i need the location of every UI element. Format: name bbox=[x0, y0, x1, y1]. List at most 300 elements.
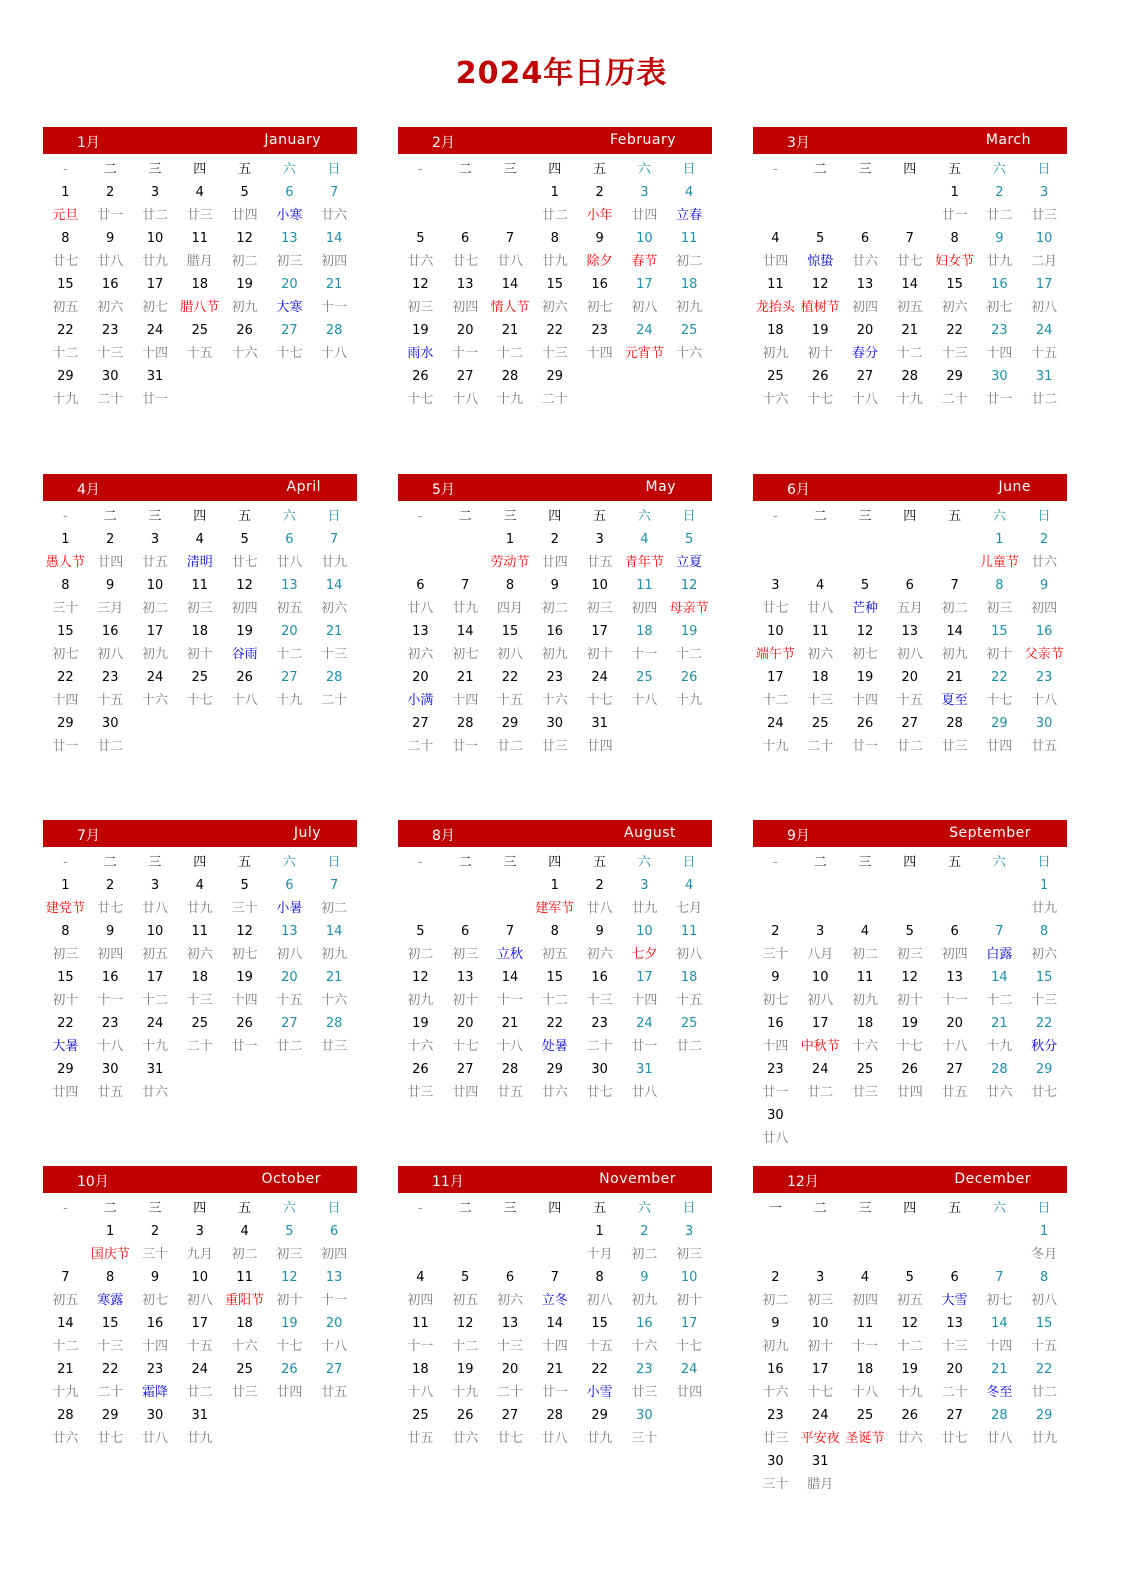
lunar-date: 二十 bbox=[941, 392, 968, 407]
day-number: 11 bbox=[191, 924, 209, 939]
day-number: 21 bbox=[501, 1016, 519, 1031]
empty-cell bbox=[222, 365, 267, 388]
day-number: 4 bbox=[416, 1270, 425, 1285]
day-number: 20 bbox=[901, 670, 919, 685]
lunar-date: 元宵节 bbox=[624, 346, 664, 361]
month-12 bbox=[753, 1166, 1067, 1496]
day-number: 16 bbox=[101, 277, 119, 292]
day-number: 15 bbox=[946, 277, 963, 292]
lunar-date: 初八 bbox=[1031, 300, 1058, 315]
day-number: 11 bbox=[191, 578, 209, 593]
month-name-en: March bbox=[985, 132, 1031, 148]
day-number: 13 bbox=[412, 624, 429, 639]
lunar-date: 廿八 bbox=[586, 901, 613, 916]
day-number: 8 bbox=[550, 231, 559, 246]
empty-cell bbox=[887, 1450, 932, 1473]
day-number: 8 bbox=[595, 1270, 604, 1285]
day-number: 25 bbox=[680, 1016, 698, 1031]
empty-cell bbox=[667, 388, 712, 411]
lunar-date: 廿九 bbox=[141, 254, 168, 269]
weekday-label: - bbox=[63, 509, 68, 524]
lunar-date: 十四 bbox=[141, 346, 168, 361]
weekday-label: 六 bbox=[637, 1201, 651, 1216]
month-name-en: June bbox=[998, 479, 1031, 495]
day-number: 5 bbox=[285, 1224, 294, 1239]
empty-cell bbox=[667, 1427, 712, 1450]
empty-cell bbox=[843, 204, 888, 227]
lunar-date: 初五 bbox=[541, 947, 568, 962]
day-number: 7 bbox=[330, 532, 339, 547]
day-number: 7 bbox=[330, 878, 339, 893]
empty-cell bbox=[312, 735, 357, 758]
day-number: 17 bbox=[811, 1016, 829, 1031]
lunar-date: 初二 bbox=[541, 601, 568, 616]
lunar-date: 三十 bbox=[762, 947, 789, 962]
lunar-date: 十九 bbox=[452, 1385, 479, 1400]
lunar-date: 廿九 bbox=[631, 901, 658, 916]
empty-cell bbox=[177, 1081, 222, 1104]
day-number: 16 bbox=[767, 1016, 784, 1031]
lunar-date: 七夕 bbox=[631, 947, 658, 962]
lunar-date: 十二 bbox=[452, 1339, 479, 1354]
lunar-date: 初四 bbox=[407, 1293, 434, 1308]
day-number: 13 bbox=[456, 970, 474, 985]
day-number: 15 bbox=[101, 1316, 119, 1331]
lunar-date: 十四 bbox=[52, 693, 79, 708]
lunar-date: 廿一 bbox=[986, 392, 1013, 407]
day-number: 25 bbox=[191, 670, 209, 685]
weekday-label: 日 bbox=[1037, 855, 1051, 870]
day-number: 6 bbox=[860, 231, 870, 246]
lunar-date: 中秋节 bbox=[800, 1039, 840, 1054]
day-number: 16 bbox=[1035, 624, 1053, 639]
day-number: 12 bbox=[680, 578, 698, 593]
lunar-date: 初八 bbox=[896, 647, 923, 662]
lunar-date: 霜降 bbox=[141, 1385, 168, 1400]
day-number: 20 bbox=[456, 1016, 474, 1031]
day-number: 22 bbox=[101, 1362, 119, 1377]
weekday-label: 日 bbox=[682, 1201, 696, 1216]
day-number: 7 bbox=[61, 1270, 70, 1285]
day-number: 18 bbox=[191, 624, 209, 639]
month-days-grid bbox=[398, 158, 712, 411]
empty-cell bbox=[312, 1081, 357, 1104]
day-number: 31 bbox=[636, 1062, 653, 1077]
day-number: 16 bbox=[546, 624, 564, 639]
day-number: 17 bbox=[191, 1316, 209, 1331]
empty-cell bbox=[977, 1450, 1022, 1473]
lunar-date: 十八 bbox=[631, 693, 658, 708]
day-number: 30 bbox=[767, 1108, 784, 1123]
lunar-date: 初四 bbox=[231, 601, 258, 616]
day-number: 7 bbox=[505, 924, 515, 939]
weekday-label: 日 bbox=[682, 855, 696, 870]
day-number: 2 bbox=[150, 1224, 160, 1239]
day-number: 28 bbox=[546, 1408, 564, 1423]
lunar-date: 廿二 bbox=[97, 739, 124, 754]
day-number: 1 bbox=[1040, 878, 1049, 893]
weekday-label: - bbox=[63, 162, 68, 177]
day-number: 31 bbox=[591, 716, 608, 731]
month-header bbox=[398, 474, 712, 501]
lunar-date: 初十 bbox=[807, 1339, 834, 1354]
empty-cell bbox=[577, 388, 622, 411]
day-number: 17 bbox=[146, 970, 164, 985]
month-6 bbox=[753, 474, 1067, 758]
empty-cell bbox=[1022, 1450, 1067, 1473]
empty-cell bbox=[887, 528, 932, 551]
lunar-date: 初二 bbox=[407, 947, 434, 962]
empty-cell bbox=[932, 897, 977, 920]
day-number: 1 bbox=[995, 532, 1004, 547]
lunar-date: 初四 bbox=[321, 254, 348, 269]
lunar-date: 立秋 bbox=[496, 947, 523, 962]
lunar-date: 十二 bbox=[896, 1339, 923, 1354]
lunar-date: 十五 bbox=[97, 693, 124, 708]
empty-cell bbox=[267, 735, 312, 758]
weekday-label: 五 bbox=[593, 162, 607, 177]
empty-cell bbox=[798, 1104, 843, 1127]
empty-cell bbox=[312, 1404, 357, 1427]
lunar-date: 十四 bbox=[541, 1339, 568, 1354]
lunar-date: 廿一 bbox=[851, 739, 878, 754]
lunar-date: 十一 bbox=[321, 300, 348, 315]
empty-cell bbox=[932, 1243, 977, 1266]
lunar-date: 廿五 bbox=[1031, 739, 1058, 754]
lunar-date: 初三 bbox=[407, 300, 434, 315]
day-number: 5 bbox=[905, 1270, 914, 1285]
day-number: 14 bbox=[501, 277, 519, 292]
day-number: 18 bbox=[856, 1016, 874, 1031]
lunar-date: 廿七 bbox=[231, 555, 258, 570]
empty-cell bbox=[932, 1450, 977, 1473]
day-number: 4 bbox=[685, 878, 694, 893]
day-number: 9 bbox=[640, 1270, 649, 1285]
day-number: 2 bbox=[595, 185, 604, 200]
day-number: 2 bbox=[771, 1270, 780, 1285]
empty-cell bbox=[887, 1243, 932, 1266]
day-number: 11 bbox=[856, 970, 874, 985]
lunar-date: 廿五 bbox=[941, 1085, 968, 1100]
day-number: 14 bbox=[325, 924, 343, 939]
day-number: 1 bbox=[61, 532, 70, 547]
empty-cell bbox=[843, 1127, 888, 1150]
weekday-label: 四 bbox=[903, 509, 917, 524]
lunar-date: 二十 bbox=[541, 392, 568, 407]
month-days-grid bbox=[398, 851, 712, 1104]
empty-cell bbox=[532, 1220, 577, 1243]
day-number: 4 bbox=[685, 185, 694, 200]
lunar-date: 十六 bbox=[676, 346, 703, 361]
day-number: 16 bbox=[101, 624, 119, 639]
empty-cell bbox=[398, 1220, 443, 1243]
day-number: 30 bbox=[101, 1062, 119, 1077]
day-number: 8 bbox=[61, 578, 70, 593]
empty-cell bbox=[932, 551, 977, 574]
day-number: 30 bbox=[546, 716, 564, 731]
page-title: 2024年日历表 bbox=[455, 56, 668, 91]
day-number: 22 bbox=[57, 670, 74, 685]
day-number: 16 bbox=[636, 1316, 653, 1331]
empty-cell bbox=[443, 204, 488, 227]
weekday-label: 六 bbox=[637, 509, 651, 524]
lunar-date: 廿九 bbox=[541, 254, 568, 269]
month-header bbox=[43, 474, 357, 501]
day-number: 15 bbox=[501, 624, 519, 639]
lunar-date: 廿六 bbox=[1031, 555, 1058, 570]
day-number: 6 bbox=[461, 924, 470, 939]
weekday-label: 四 bbox=[903, 855, 917, 870]
empty-cell bbox=[977, 1473, 1022, 1496]
lunar-date: 十七 bbox=[276, 346, 303, 361]
weekday-label: 六 bbox=[282, 162, 296, 177]
day-number: 7 bbox=[995, 924, 1004, 939]
empty-cell bbox=[177, 388, 222, 411]
lunar-date: 廿七 bbox=[586, 1085, 613, 1100]
lunar-date: 廿六 bbox=[851, 254, 878, 269]
weekday-label: - bbox=[418, 162, 423, 177]
empty-cell bbox=[843, 1104, 888, 1127]
weekday-label: 二 bbox=[458, 855, 472, 870]
lunar-date: 廿三 bbox=[321, 1039, 348, 1054]
day-number: 19 bbox=[236, 624, 253, 639]
lunar-date: 廿五 bbox=[321, 1385, 348, 1400]
day-number: 28 bbox=[456, 716, 474, 731]
day-number: 27 bbox=[281, 323, 298, 338]
day-number: 23 bbox=[767, 1408, 784, 1423]
day-number: 23 bbox=[101, 323, 119, 338]
weekday-label: 二 bbox=[813, 1201, 827, 1216]
empty-cell bbox=[932, 1220, 977, 1243]
empty-cell bbox=[177, 365, 222, 388]
day-number: 29 bbox=[57, 716, 74, 731]
day-number: 4 bbox=[240, 1224, 249, 1239]
lunar-date: 父亲节 bbox=[1024, 647, 1064, 662]
lunar-date: 廿二 bbox=[541, 208, 568, 223]
day-number: 18 bbox=[767, 323, 784, 338]
lunar-date: 初六 bbox=[807, 647, 834, 662]
lunar-date: 廿九 bbox=[186, 901, 213, 916]
weekday-label: - bbox=[418, 1201, 423, 1216]
lunar-date: 初二 bbox=[141, 601, 168, 616]
day-number: 16 bbox=[767, 1362, 784, 1377]
day-number: 24 bbox=[767, 716, 784, 731]
month-name-en: April bbox=[286, 479, 321, 495]
empty-cell bbox=[222, 1058, 267, 1081]
day-number: 12 bbox=[456, 1316, 474, 1331]
weekday-label: 五 bbox=[948, 162, 962, 177]
lunar-date: 初七 bbox=[986, 300, 1013, 315]
day-number: 24 bbox=[591, 670, 608, 685]
empty-cell bbox=[932, 1473, 977, 1496]
weekday-label: 五 bbox=[238, 855, 252, 870]
lunar-date: 十八 bbox=[851, 1385, 878, 1400]
day-number: 29 bbox=[101, 1408, 119, 1423]
lunar-date: 十五 bbox=[186, 1339, 213, 1354]
weekday-label: 三 bbox=[503, 162, 517, 177]
lunar-date: 青年节 bbox=[624, 555, 664, 570]
weekday-label: 三 bbox=[858, 509, 872, 524]
empty-cell bbox=[798, 528, 843, 551]
lunar-date: 十七 bbox=[986, 693, 1013, 708]
weekday-label: 二 bbox=[103, 1201, 117, 1216]
weekday-label: 五 bbox=[593, 855, 607, 870]
weekday-label: 四 bbox=[193, 855, 207, 870]
lunar-date: 初八 bbox=[97, 647, 124, 662]
lunar-date: 三十 bbox=[631, 1431, 658, 1446]
day-number: 27 bbox=[325, 1362, 343, 1377]
day-number: 23 bbox=[1035, 670, 1053, 685]
lunar-date: 初三 bbox=[52, 947, 79, 962]
lunar-date: 廿四 bbox=[586, 739, 613, 754]
lunar-date: 三十 bbox=[52, 601, 79, 616]
day-number: 24 bbox=[191, 1362, 209, 1377]
day-number: 15 bbox=[57, 970, 74, 985]
weekday-label: 六 bbox=[637, 855, 651, 870]
empty-cell bbox=[887, 204, 932, 227]
weekday-label: - bbox=[773, 162, 778, 177]
month-name-cn: 6月 bbox=[787, 482, 810, 498]
day-number: 15 bbox=[1035, 970, 1053, 985]
day-number: 11 bbox=[680, 924, 698, 939]
day-number: 6 bbox=[416, 578, 425, 593]
day-number: 7 bbox=[950, 578, 959, 593]
empty-cell bbox=[177, 712, 222, 735]
empty-cell bbox=[753, 528, 798, 551]
lunar-date: 十八 bbox=[1031, 693, 1058, 708]
lunar-date: 十七 bbox=[452, 1039, 479, 1054]
day-number: 29 bbox=[501, 716, 519, 731]
day-number: 24 bbox=[811, 1408, 829, 1423]
day-number: 6 bbox=[905, 578, 914, 593]
day-number: 1 bbox=[1040, 1224, 1049, 1239]
day-number: 16 bbox=[101, 970, 119, 985]
lunar-date: 廿九 bbox=[452, 601, 479, 616]
day-number: 24 bbox=[680, 1362, 698, 1377]
lunar-date: 初六 bbox=[407, 647, 434, 662]
lunar-date: 谷雨 bbox=[231, 647, 258, 662]
lunar-date: 十二 bbox=[141, 993, 168, 1008]
weekday-label: - bbox=[418, 509, 423, 524]
month-8 bbox=[398, 820, 712, 1104]
month-11 bbox=[398, 1166, 712, 1450]
day-number: 7 bbox=[461, 578, 470, 593]
lunar-date: 十九 bbox=[52, 1385, 79, 1400]
day-number: 6 bbox=[285, 185, 294, 200]
day-number: 17 bbox=[146, 277, 164, 292]
lunar-date: 初九 bbox=[851, 993, 878, 1008]
month-header bbox=[43, 1166, 357, 1193]
lunar-date: 初八 bbox=[276, 947, 303, 962]
day-number: 21 bbox=[325, 277, 343, 292]
lunar-date: 雨水 bbox=[407, 346, 434, 361]
empty-cell bbox=[887, 1220, 932, 1243]
day-number: 12 bbox=[901, 970, 919, 985]
lunar-date: 二十 bbox=[97, 392, 124, 407]
day-number: 14 bbox=[946, 624, 963, 639]
day-number: 5 bbox=[816, 231, 825, 246]
lunar-date: 廿二 bbox=[141, 208, 168, 223]
day-number: 30 bbox=[1035, 716, 1053, 731]
empty-cell bbox=[43, 1220, 88, 1243]
weekday-label: 三 bbox=[148, 162, 162, 177]
empty-cell bbox=[798, 1243, 843, 1266]
day-number: 26 bbox=[856, 716, 874, 731]
weekday-label: 二 bbox=[813, 855, 827, 870]
day-number: 23 bbox=[636, 1362, 653, 1377]
lunar-date: 十七 bbox=[896, 1039, 923, 1054]
weekday-label: 三 bbox=[503, 509, 517, 524]
lunar-date: 二十 bbox=[97, 1385, 124, 1400]
day-number: 6 bbox=[950, 1270, 959, 1285]
day-number: 19 bbox=[811, 323, 829, 338]
lunar-date: 十九 bbox=[496, 392, 523, 407]
day-number: 8 bbox=[61, 231, 70, 246]
empty-cell bbox=[753, 1243, 798, 1266]
lunar-date: 十九 bbox=[896, 392, 923, 407]
weekday-label: 二 bbox=[103, 855, 117, 870]
day-number: 3 bbox=[816, 1270, 825, 1285]
day-number: 22 bbox=[501, 670, 519, 685]
day-number: 4 bbox=[195, 185, 204, 200]
day-number: 26 bbox=[811, 369, 829, 384]
empty-cell bbox=[267, 365, 312, 388]
empty-cell bbox=[667, 1404, 712, 1427]
empty-cell bbox=[932, 1104, 977, 1127]
day-number: 17 bbox=[591, 624, 608, 639]
lunar-date: 廿四 bbox=[762, 254, 789, 269]
day-number: 3 bbox=[640, 878, 649, 893]
weekday-label: 六 bbox=[992, 509, 1006, 524]
day-number: 7 bbox=[330, 185, 339, 200]
day-number: 20 bbox=[946, 1016, 963, 1031]
lunar-date: 廿一 bbox=[941, 208, 968, 223]
day-number: 8 bbox=[1040, 1270, 1049, 1285]
empty-cell bbox=[798, 1127, 843, 1150]
lunar-date: 十四 bbox=[851, 693, 878, 708]
empty-cell bbox=[312, 365, 357, 388]
lunar-date: 惊蛰 bbox=[807, 254, 834, 269]
day-number: 25 bbox=[636, 670, 653, 685]
empty-cell bbox=[843, 1450, 888, 1473]
lunar-date: 十九 bbox=[52, 392, 79, 407]
lunar-date: 小暑 bbox=[276, 901, 303, 916]
day-number: 31 bbox=[146, 1062, 164, 1077]
weekday-label: 二 bbox=[813, 509, 827, 524]
lunar-date: 白露 bbox=[986, 947, 1013, 962]
day-number: 3 bbox=[195, 1224, 204, 1239]
day-number: 12 bbox=[412, 970, 429, 985]
month-name-cn: 5月 bbox=[432, 482, 455, 498]
lunar-date: 十八 bbox=[97, 1039, 124, 1054]
day-number: 4 bbox=[195, 878, 204, 893]
day-number: 2 bbox=[106, 185, 115, 200]
day-number: 23 bbox=[767, 1062, 784, 1077]
lunar-date: 廿六 bbox=[407, 254, 434, 269]
lunar-date: 十二 bbox=[896, 346, 923, 361]
empty-cell bbox=[267, 1427, 312, 1450]
lunar-date: 十三 bbox=[941, 346, 968, 361]
day-number: 8 bbox=[1040, 924, 1049, 939]
day-number: 9 bbox=[106, 231, 115, 246]
weekday-label: 四 bbox=[903, 1201, 917, 1216]
lunar-date: 夏至 bbox=[941, 693, 968, 708]
day-number: 19 bbox=[901, 1362, 919, 1377]
empty-cell bbox=[222, 1404, 267, 1427]
day-number: 14 bbox=[456, 624, 474, 639]
day-number: 25 bbox=[856, 1062, 874, 1077]
lunar-date: 十三 bbox=[807, 693, 834, 708]
